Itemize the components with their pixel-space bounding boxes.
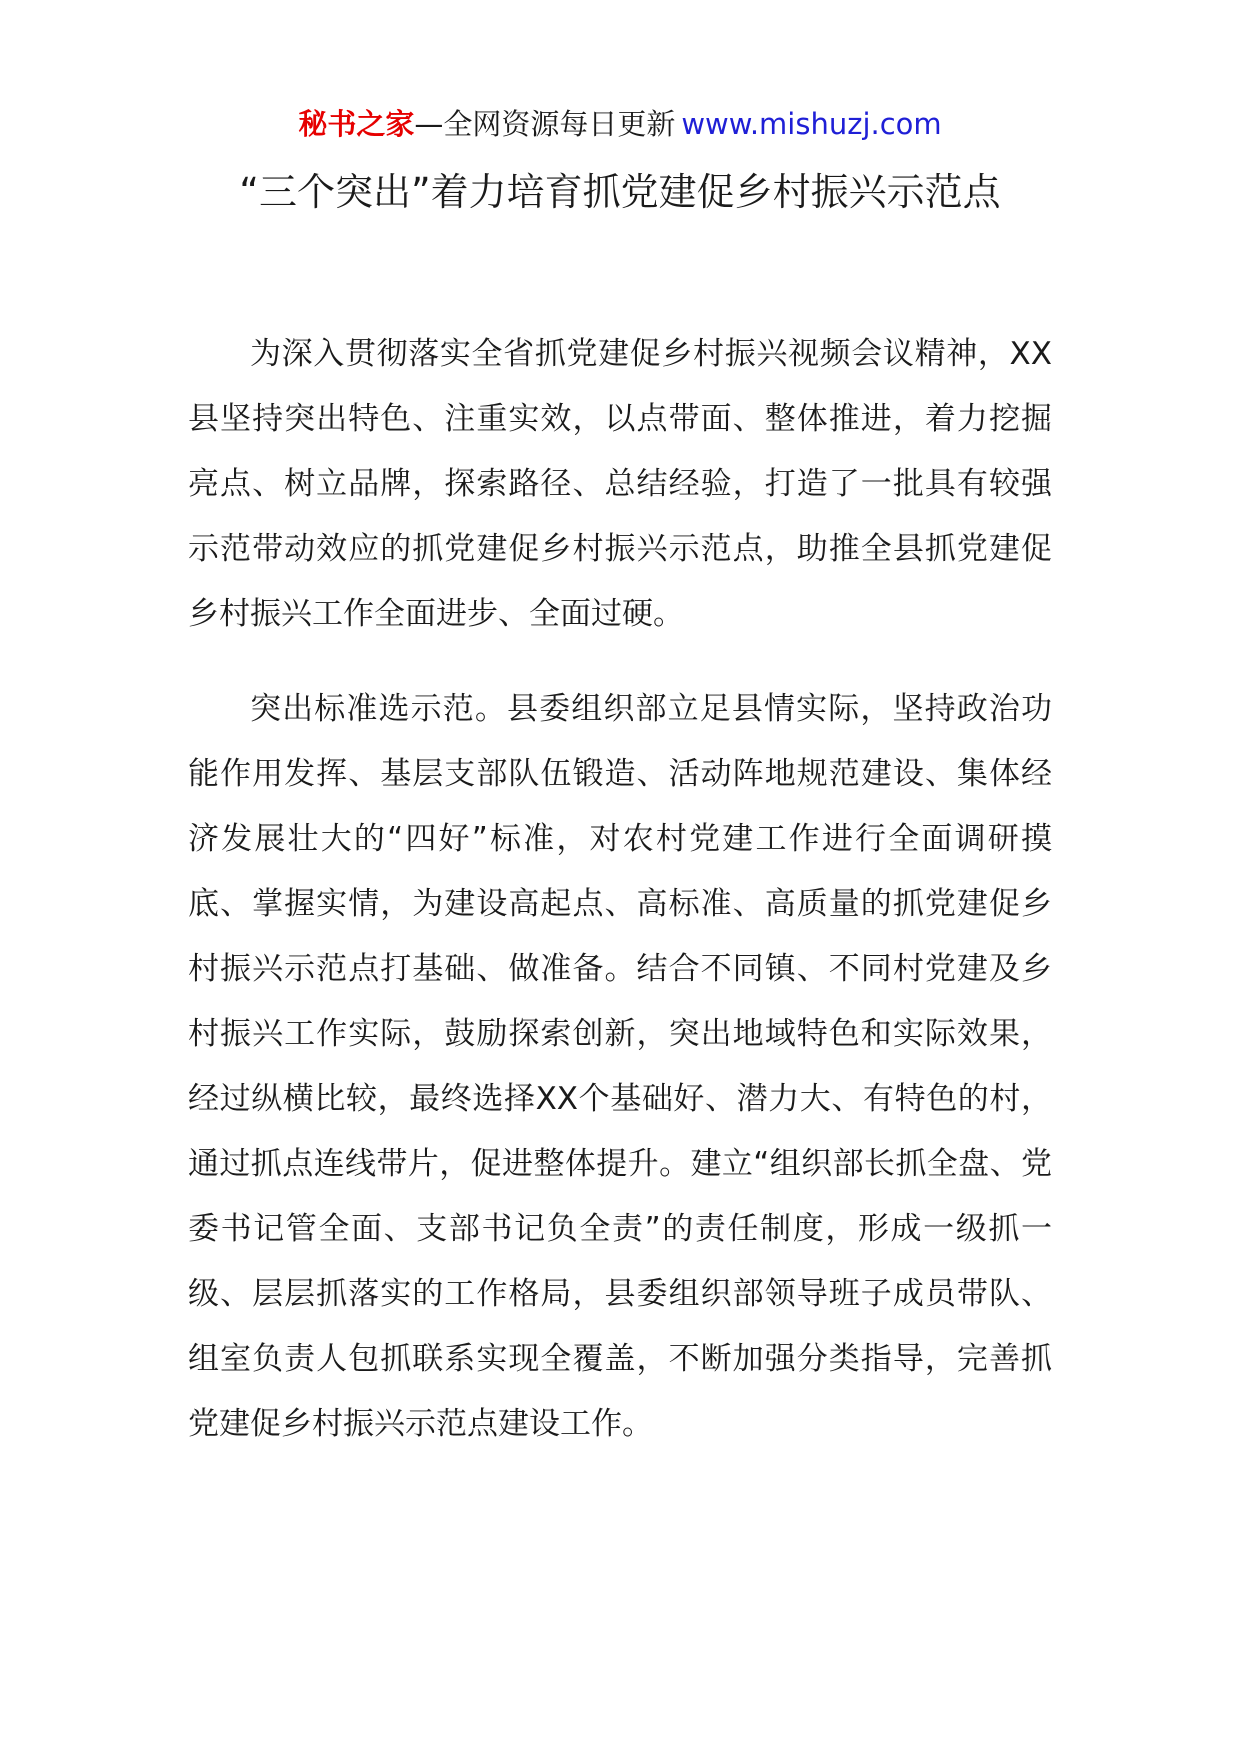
paragraph-standard-selection: 突出标准选示范。县委组织部立足县情实际，坚持政治功能作用发挥、基层支部队伍锻造、活动阵地规范建设、集体经济发展壮大的“四好”标准，对农村党建工作进行全面调研摸底、掌握实情，为建设高起点、高标准、高质量的抓党建促乡村振兴示范点打基础、做准备。结合不同镇、不同村党建及乡村振兴工作实际，鼓励探索创新，突出地域特色和实际效果，经过纵横比较，最终选择XX个基础好、潜力大、有特色的村，通过抓点连线带片，促进整体提升。建立“组织部长抓全盘、党委书记管全面、支部书记负全责”的责任制度，形成一级抓一级、层层抓落实的工作格局，县委组织部领导班子成员带队、组室负责人包抓联系实现全覆盖，不断加强分类指导，完善抓党建促乡村振兴示范点建设工作。 (188, 691, 1052, 1442)
paragraph-intro: 为深入贯彻落实全省抓党建促乡村振兴视频会议精神，XX县坚持突出特色、注重实效，以点带面、整体推进，着力挖掘亮点、树立品牌，探索路径、总结经验，打造了一批具有较强示范带动效应的抓党建促乡村振兴示范点，助推全县抓党建促乡村振兴工作全面进步、全面过硬。 (188, 336, 1052, 632)
document-title: “三个突出”着力培育抓党建促乡村振兴示范点 (239, 170, 1001, 214)
site-url-link[interactable]: www.mishuzj.com (681, 107, 942, 141)
brand-name: 秘书之家 (298, 107, 415, 141)
site-header (0, 104, 1240, 144)
document-body (188, 322, 1052, 1487)
header-tagline: —全网资源每日更新 (414, 107, 676, 141)
